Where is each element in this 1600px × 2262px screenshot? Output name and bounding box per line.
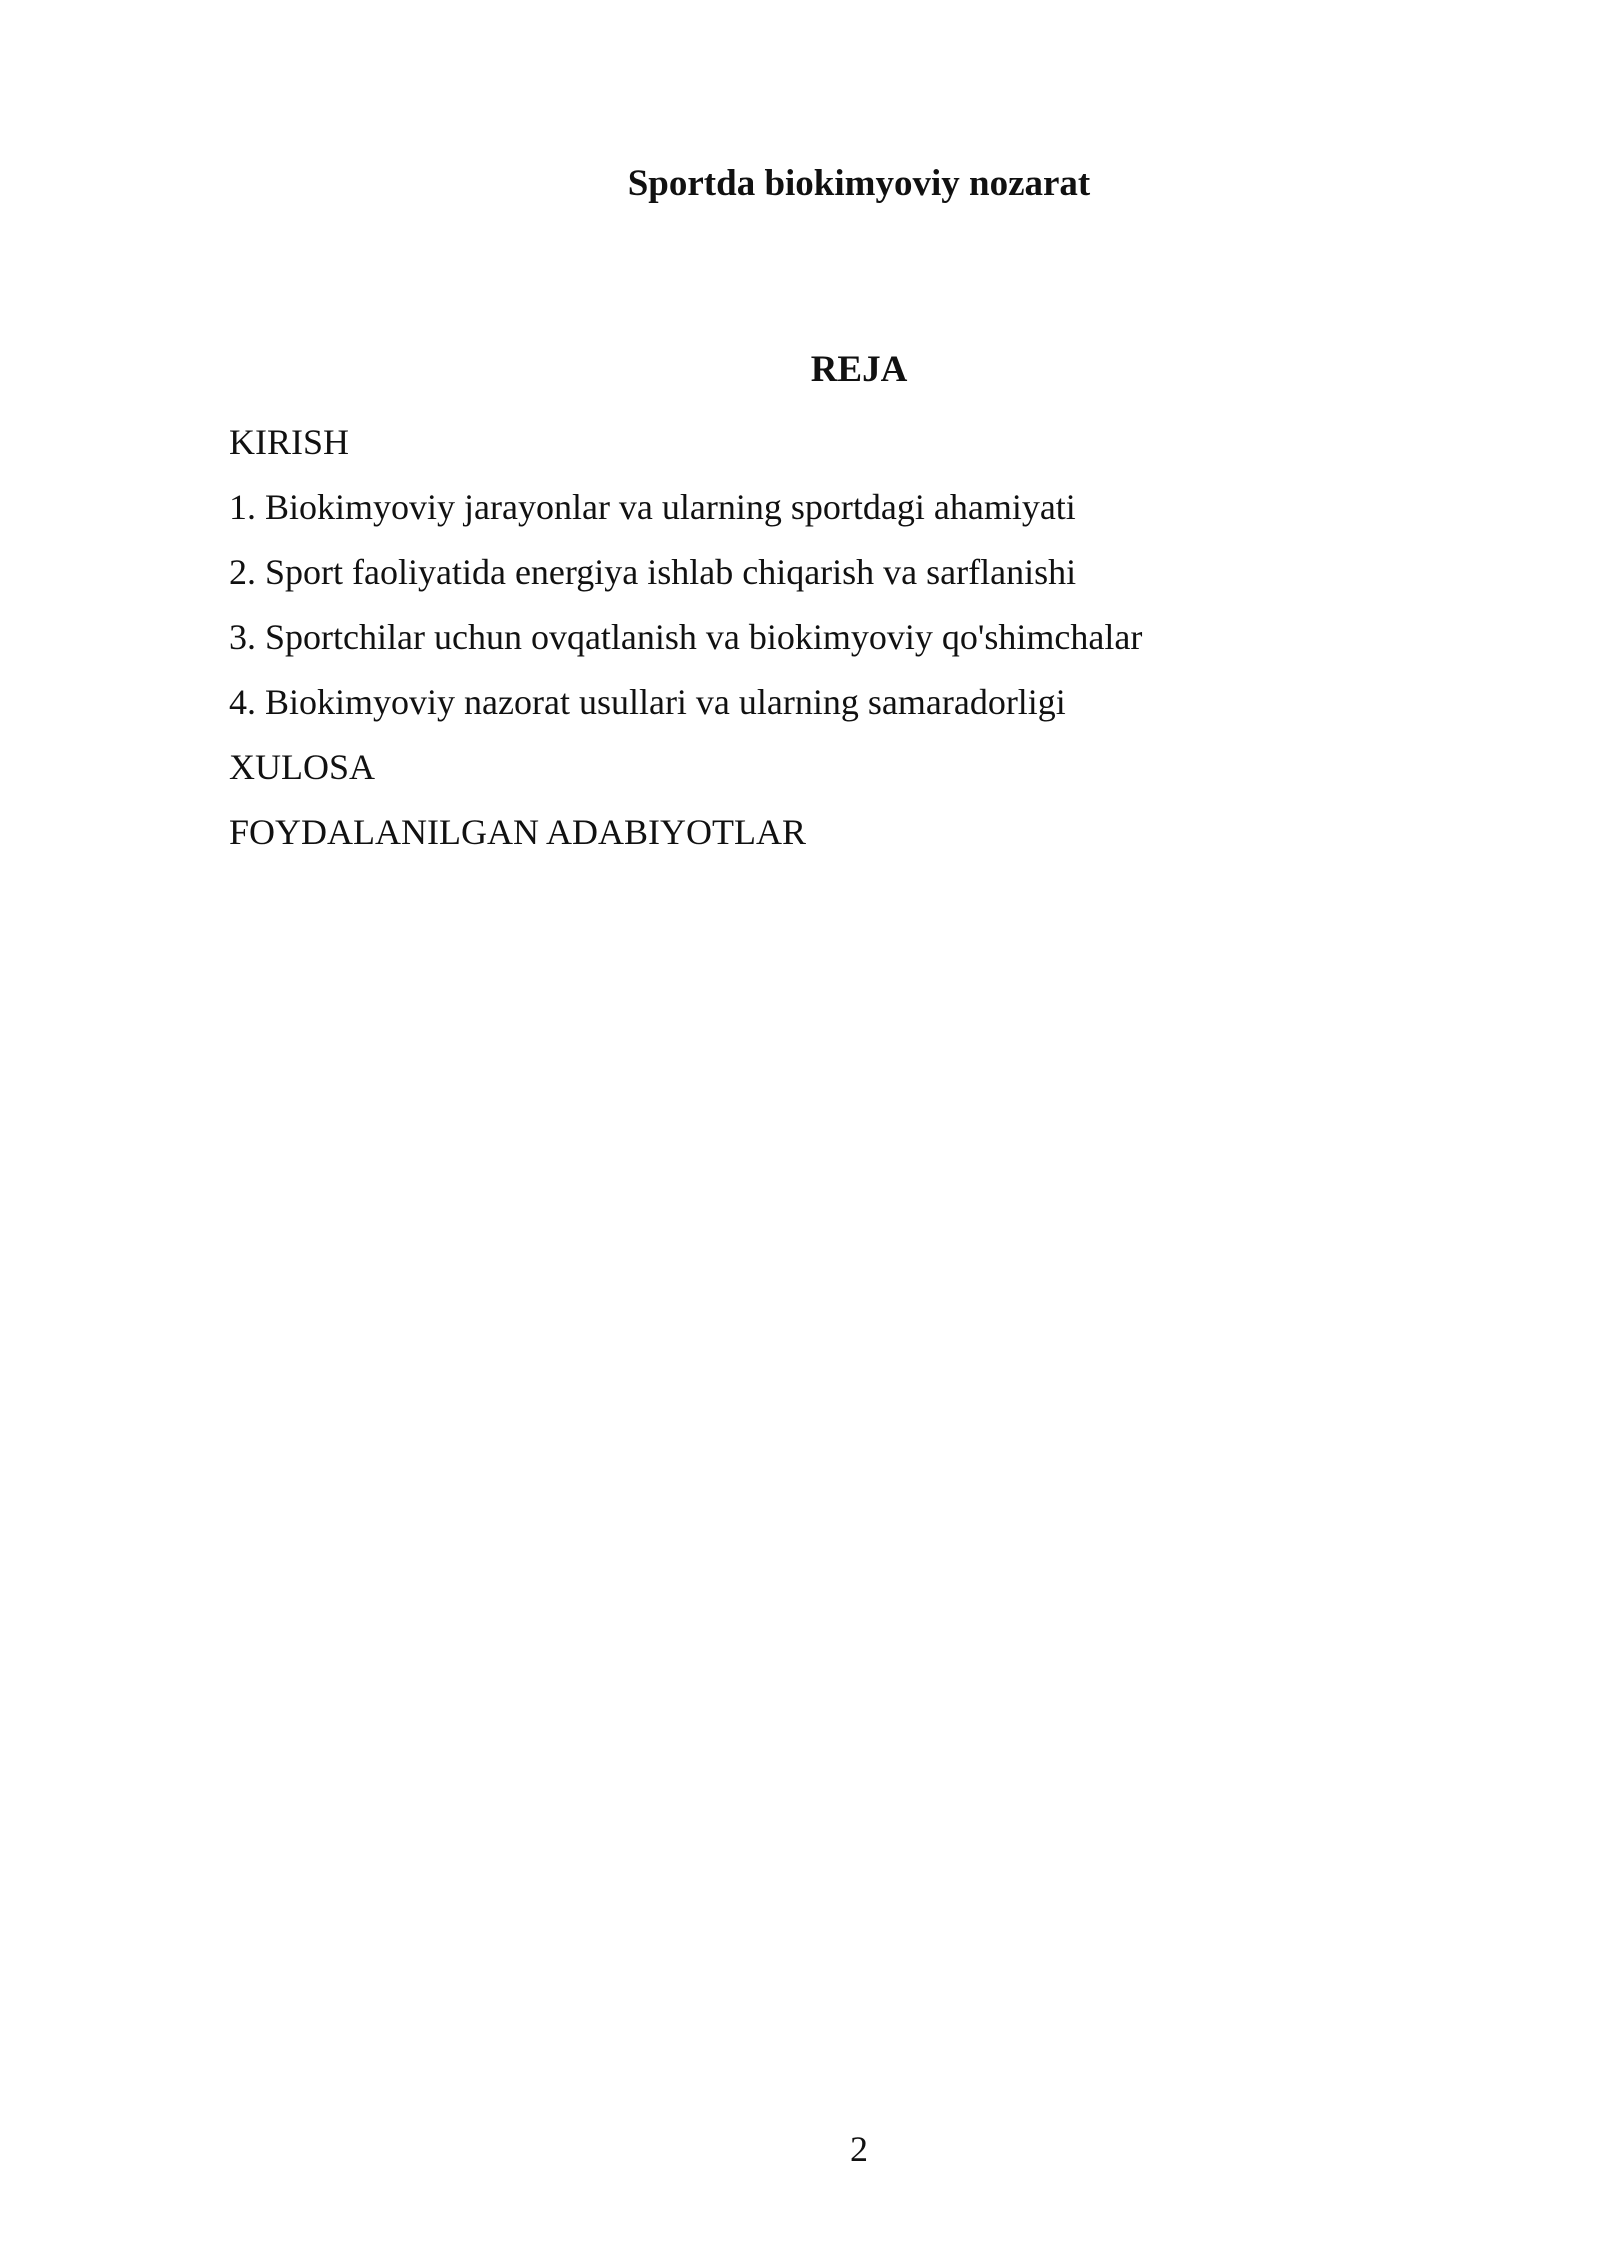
page-number: 2: [850, 2129, 868, 2169]
plan-item-intro: KIRISH: [229, 422, 350, 462]
plan-item-4: 4. Biokimyoviy nazorat usullari va ularning samaradorligi: [229, 682, 1066, 722]
plan-item-2: 2. Sport faoliyatida energiya ishlab chiqarish va sarflanishi: [229, 552, 1077, 592]
plan-item-1: 1. Biokimyoviy jarayonlar va ularning sportdagi ahamiyati: [229, 487, 1076, 527]
plan-item-conclusion: XULOSA: [229, 747, 376, 787]
plan-item-3: 3. Sportchilar uchun ovqatlanish va biokimyoviy qo'shimchalar: [229, 617, 1143, 657]
plan-list: [229, 418, 1429, 873]
plan-item-references: FOYDALANILGAN ADABIYOTLAR: [229, 812, 806, 852]
document-title: Sportda biokimyoviy nozarat: [627, 163, 1091, 204]
plan-heading: REJA: [810, 349, 908, 390]
